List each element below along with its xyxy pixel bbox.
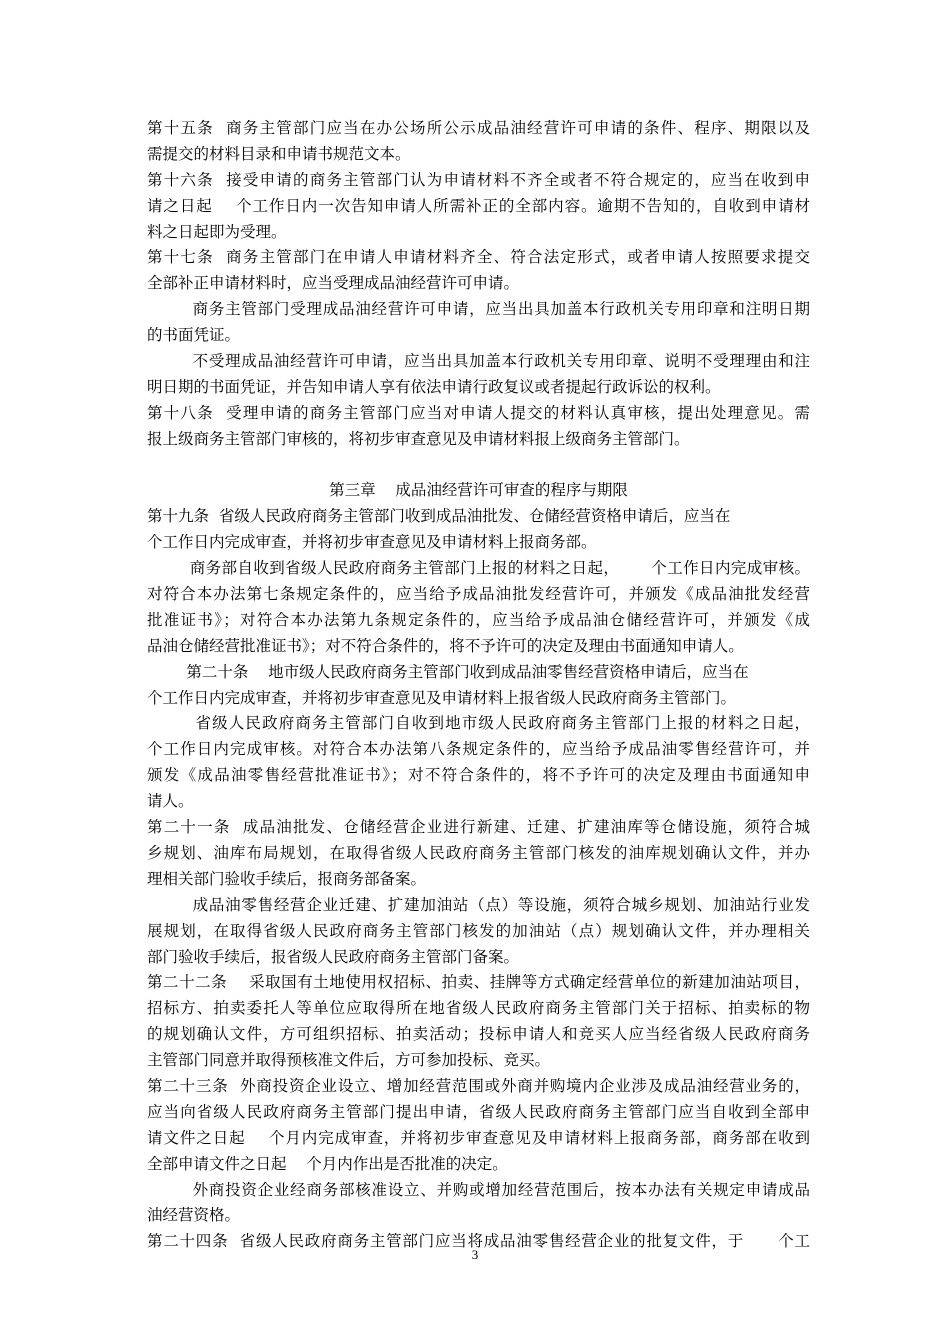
text-line: 请人。 bbox=[147, 792, 194, 811]
text-line: 部门验收手续后，报省级人民政府商务主管部门备案。 bbox=[147, 947, 520, 966]
text-line: 第二十三条 外商投资企业设立、增加经营范围或外商并购境内企业涉及成品油经营业务的， bbox=[147, 1076, 810, 1095]
text-line: 展规划，在取得省级人民政府商务主管部门核发的加油站（点）规划确认文件，并办理相关 bbox=[147, 921, 810, 940]
text-line: 批准证书》；对符合本办法第九条规定条件的，应当给予成品油仓储经营许可，并颁发《成 bbox=[147, 610, 810, 629]
text-line: 应当向省级人民政府商务主管部门提出申请，省级人民政府商务主管部门应当自收到全部申 bbox=[147, 1102, 810, 1121]
text-line: 全部申请文件之日起 个月内作出是否批准的决定。 bbox=[147, 1154, 508, 1173]
text-line: 油经营资格。 bbox=[147, 1206, 241, 1225]
text-line: 对符合本办法第七条规定条件的，应当给予成品油批发经营许可，并颁发《成品油批发经营 bbox=[147, 585, 810, 604]
text-line: 第十九条 省级人民政府商务主管部门收到成品油批发、仓储经营资格申请后，应当在 bbox=[147, 507, 731, 526]
text-line: 第十六条 接受申请的商务主管部门认为申请材料不齐全或者不符合规定的，应当在收到申 bbox=[147, 170, 810, 189]
text-line: 不受理成品油经营许可申请，应当出具加盖本行政机关专用印章、说明不受理理由和注 bbox=[147, 352, 810, 371]
text-line: 理相关部门验收手续后，报商务部备案。 bbox=[147, 869, 427, 888]
text-line: 外商投资企业经商务部核准设立、并购或增加经营范围后，按本办法有关规定申请成品 bbox=[147, 1180, 810, 1199]
text-line: 请之日起 个工作日内一次告知申请人所需补正的全部内容。逾期不告知的，自收到申请材 bbox=[147, 196, 810, 215]
text-line: 的书面凭证。 bbox=[147, 326, 241, 345]
text-line: 主管部门同意并取得预核准文件后，方可参加投标、竞买。 bbox=[147, 1051, 551, 1070]
text-line: 品油仓储经营批准证书》；对不符合条件的，将不予许可的决定及理由书面通知申请人。 bbox=[147, 636, 744, 655]
text-line: 成品油零售经营企业迁建、扩建加油站（点）等设施，须符合城乡规划、加油站行业发 bbox=[147, 895, 810, 914]
chapter-heading: 第三章 成品油经营许可审查的程序与期限 bbox=[329, 481, 628, 500]
text-line: 第二十条 地市级人民政府商务主管部门收到成品油零售经营资格申请后，应当在 bbox=[147, 662, 749, 681]
text-line: 明日期的书面凭证，并告知申请人享有依法申请行政复议或者提起行政诉讼的权利。 bbox=[147, 377, 721, 396]
text-line: 报上级商务主管部门审核的，将初步审查意见及申请材料报上级商务主管部门。 bbox=[147, 429, 690, 448]
text-line: 第十八条 受理申请的商务主管部门应当对申请人提交的材料认真审核，提出处理意见。需 bbox=[147, 403, 810, 422]
text-line: 料之日起即为受理。 bbox=[147, 222, 287, 241]
text-line: 需提交的材料目录和申请书规范文本。 bbox=[147, 144, 411, 163]
text-line: 颁发《成品油零售经营批准证书》；对不符合条件的，将不予许可的决定及理由书面通知申 bbox=[147, 766, 810, 785]
text-line: 全部补正申请材料时，应当受理成品油经营许可申请。 bbox=[147, 274, 520, 293]
text-line: 个工作日内完成审查，并将初步审查意见及申请材料上报省级人民政府商务主管部门。 bbox=[147, 688, 737, 707]
text-line: 商务主管部门受理成品油经营许可申请，应当出具加盖本行政机关专用印章和注明日期 bbox=[147, 300, 810, 319]
text-line: 个工作日内完成审核。对符合本办法第八条规定条件的，应当给予成品油零售经营许可，并 bbox=[147, 740, 810, 759]
text-line: 招标方、拍卖委托人等单位应取得所在地省级人民政府商务主管部门关于招标、拍卖标的物 bbox=[147, 999, 810, 1018]
blank-line bbox=[147, 453, 810, 479]
text-line: 请文件之日起 个月内完成审查，并将初步审查意见及申请材料上报商务部，商务部在收到 bbox=[147, 1128, 810, 1147]
page-number: 3 bbox=[471, 1247, 479, 1262]
text-line: 第二十二条 采取国有土地使用权招标、拍卖、挂牌等方式确定经营单位的新建加油站项目， bbox=[147, 973, 810, 992]
text-line: 个工作日内完成审查，并将初步审查意见及申请材料上报商务部。 bbox=[147, 533, 597, 552]
text-line: 第二十一条 成品油批发、仓储经营企业进行新建、迁建、扩建油库等仓储设施，须符合城 bbox=[147, 818, 810, 837]
text-line: 商务部自收到省级人民政府商务主管部门上报的材料之日起， 个工作日内完成审核。 bbox=[147, 559, 810, 578]
text-line: 第二十四条 省级人民政府商务主管部门应当将成品油零售经营企业的批复文件，于 个工 bbox=[147, 1232, 810, 1251]
text-line: 省级人民政府商务主管部门自收到地市级人民政府商务主管部门上报的材料之日起， bbox=[147, 714, 810, 733]
text-line: 第十七条 商务主管部门在申请人申请材料齐全、符合法定形式，或者申请人按照要求提交 bbox=[147, 248, 810, 267]
text-line: 第十五条 商务主管部门应当在办公场所公示成品油经营许可申请的条件、程序、期限以及 bbox=[147, 119, 810, 137]
text-line: 乡规划、油库布局规划，在取得省级人民政府商务主管部门核发的油库规划确认文件，并办 bbox=[147, 843, 810, 862]
document-body bbox=[147, 116, 810, 1255]
text-line: 的规划确认文件，方可组织招标、拍卖活动；投标申请人和竞买人应当经省级人民政府商务 bbox=[147, 1025, 810, 1044]
